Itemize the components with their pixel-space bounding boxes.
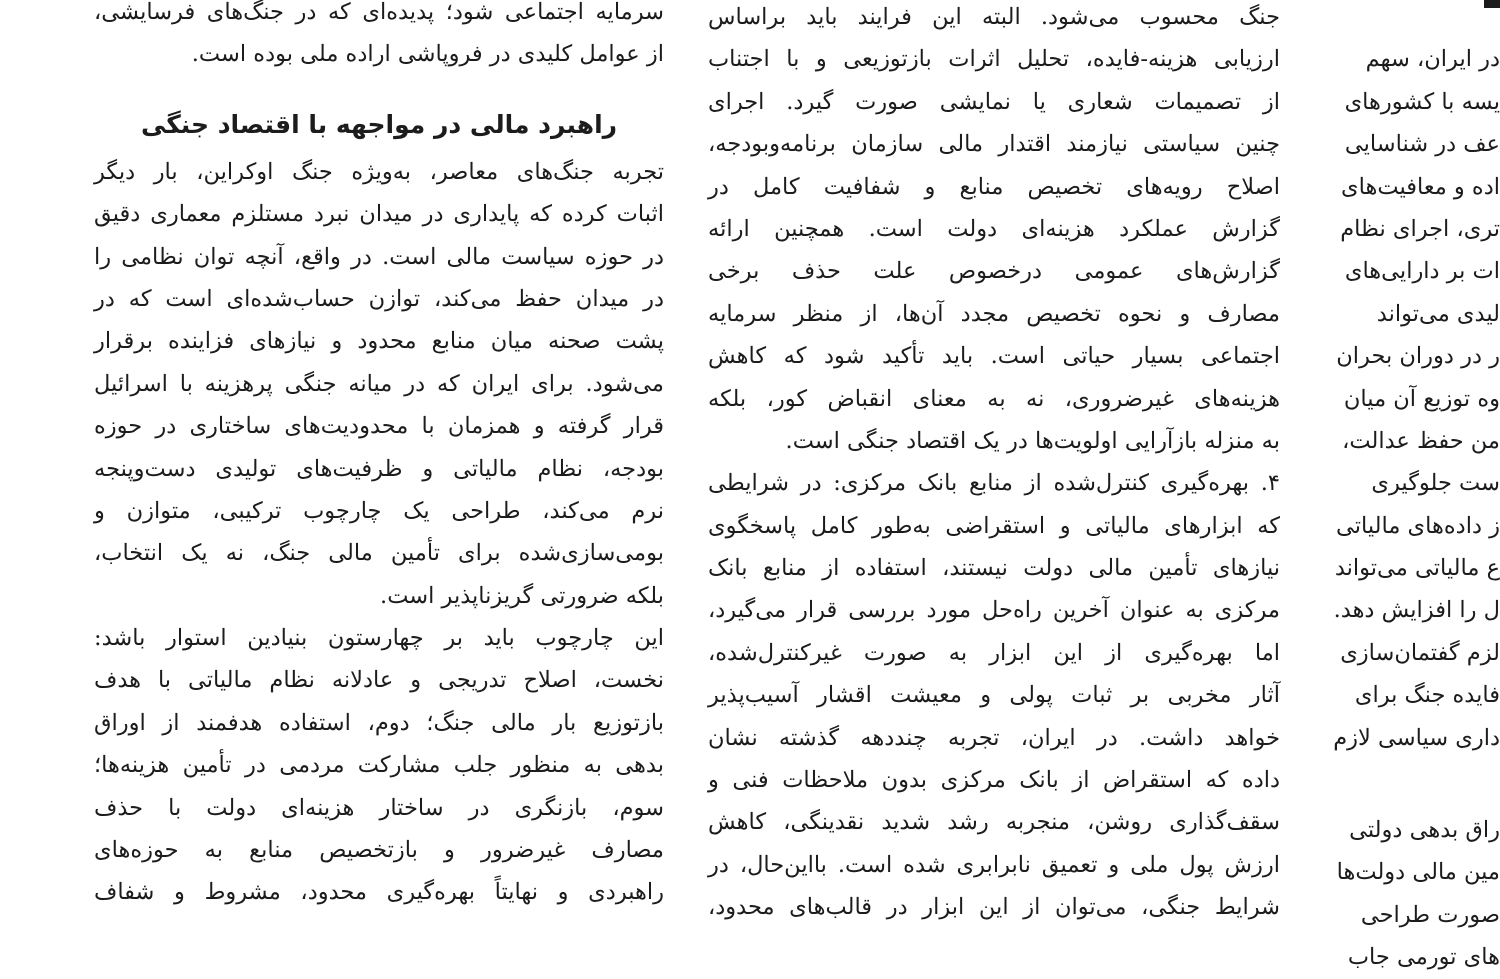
text-line: می‌شود. برای ایران که در میانه جنگی پرهزینه با اسرائیل — [94, 370, 664, 397]
text-line: در میدان حفظ می‌کند، توازن حساب‌شده‌ای است که در — [94, 285, 664, 312]
text-line: صورت طراحی — [1360, 901, 1500, 928]
text-line: شرایط جنگی، می‌توان از این ابزار در قالب‌های محدود، — [708, 894, 1280, 921]
cropped-heading-fragment — [1484, 0, 1500, 8]
text-line: بدهی به منظور جلب مشارکت مردمی در تأمین هزینه‌ها؛ — [94, 752, 664, 779]
text-line: ل را افزایش دهد. — [1333, 597, 1500, 624]
text-line: ات بر دارایی‌های — [1344, 258, 1500, 285]
text-line: داده که استقراض از بانک مرکزی بدون ملاحظات فنی و — [708, 767, 1280, 794]
text-line: اثبات کرده که پایداری در میدان نبرد مستلزم معماری دقیق — [94, 201, 664, 228]
text-line: از تصمیمات شعاری یا نمایشی صورت گیرد. اجرای — [708, 88, 1280, 115]
text-line: اده و معافیت‌های — [1341, 173, 1500, 200]
text-line: ع مالیاتی می‌تواند — [1334, 555, 1500, 582]
text-line: چنین سیاستی نیازمند اقتدار مالی سازمان برنامه‌وبودجه، — [708, 131, 1280, 158]
text-line: ارزش پول ملی و تعمیق نابرابری شده است. بااین‌حال، در — [708, 851, 1280, 878]
text-line: نرم می‌کند، طراحی یک چارچوب ترکیبی، متوازن و — [94, 497, 664, 524]
text-line: گزارش عملکرد هزینه‌ای دولت است. همچنین ارائه — [708, 215, 1280, 242]
text-line: از عوامل کلیدی در فروپاشی اراده ملی بوده است. — [191, 41, 664, 68]
text-line: پشت صحنه میان منابع محدود و نیازهای فزاینده برقرار — [94, 328, 664, 355]
text-line: یسه با کشورهای — [1344, 88, 1500, 115]
text-line: به منزله بازآرایی اولویت‌ها در یک اقتصاد جنگی است. — [785, 427, 1280, 454]
body-paragraphs — [1300, 0, 1500, 979]
text-line: بودجه، نظام مالیاتی و ظرفیت‌های تولیدی دست‌وپنجه — [94, 455, 664, 482]
text-line: بومی‌سازی‌شده برای تأمین مالی جنگ، نه یک انتخاب، — [94, 540, 664, 567]
text-line: گزارش‌های عمومی درخصوص علت حذف برخی — [708, 258, 1280, 285]
article-column-left — [94, 0, 664, 912]
text-line: در ایران، سهم — [1365, 46, 1500, 73]
text-line: داری سیاسی لازم — [1333, 724, 1500, 751]
text-line: سرمایه اجتماعی شود؛ پدیده‌ای که در جنگ‌های فرسایشی، — [94, 0, 664, 25]
text-line: تجربه جنگ‌های معاصر، به‌ویژه جنگ اوکراین، بار دیگر — [94, 158, 664, 185]
text-line: بازتوزیع بار مالی جنگ؛ دوم، استفاده هدفمند از اوراق — [94, 709, 664, 736]
text-line: های تورمی جاب — [1347, 944, 1500, 971]
text-line: مین مالی دولت‌ها — [1336, 859, 1500, 886]
text-line: ر در دوران بحران — [1336, 343, 1500, 370]
intro-paragraph — [94, 0, 664, 76]
text-line: سوم، بازنگری در ساختار هزینه‌ای دولت با حذف — [94, 794, 664, 821]
text-line: اما بهره‌گیری از این ابزار به صورت غیرکنترل‌شده، — [708, 639, 1280, 666]
text-line: اصلاح رویه‌های تخصیص منابع و شفافیت کامل در — [708, 173, 1280, 200]
article-column-middle — [708, 0, 1280, 921]
text-line: سقف‌گذاری روشن، منجربه رشد شدید نقدینگی، کاهش — [708, 809, 1280, 836]
text-line: این چارچوب باید بر چهارستون بنیادین استوار باشد: — [94, 625, 664, 652]
text-line: که ابزارهای مالیاتی و استقراضی به‌طور کامل پاسخگوی — [708, 512, 1280, 539]
text-line: آثار مخربی بر ثبات پولی و معیشت اقشار آسیب‌پذیر — [708, 682, 1280, 709]
body-paragraphs — [94, 151, 664, 914]
text-line: مصارف و نحوه تخصیص مجدد آن‌ها، از منظر سرمایه — [708, 300, 1280, 327]
article-column-right-cropped — [1300, 0, 1500, 971]
text-line: جنگ محسوب می‌شود. البته این فرایند باید براساس — [708, 4, 1280, 30]
text-line: راق بدهی دولتی — [1349, 817, 1500, 844]
text-line: اجتماعی بسیار حیاتی است. باید تأکید شود که کاهش — [708, 343, 1280, 370]
text-line: ست جلوگیری — [1371, 470, 1500, 497]
text-line: هزینه‌های غیرضروری، نه به معنای انقباض کور، بلکه — [708, 385, 1280, 412]
text-line: ز داده‌های مالیاتی — [1335, 512, 1500, 539]
text-line: فایده جنگ برای — [1354, 682, 1500, 709]
text-line: تری، اجرای نظام — [1340, 215, 1500, 242]
section-heading: راهبرد مالی در مواجهه با اقتصاد جنگی — [140, 109, 618, 139]
text-line: وه توزیع آن میان — [1343, 385, 1500, 412]
text-line: قرار گرفته و همزمان با محدودیت‌های ساختاری در حوزه — [94, 413, 664, 440]
text-line: خواهد داشت. در ایران، تجربه چنددهه گذشته نشان — [708, 724, 1280, 751]
text-line: ۴. بهره‌گیری کنترل‌شده از منابع بانک مرکزی: در شرایطی — [708, 470, 1280, 497]
text-line — [1300, 0, 1500, 38]
text-line: مصارف غیرضرور و بازتخصیص منابع به حوزه‌های — [94, 837, 664, 864]
text-line: ارزیابی هزینه-فایده، تحلیل اثرات بازتوزیعی و با اجتناب — [708, 46, 1280, 73]
text-line: نخست، اصلاح تدریجی و عادلانه نظام مالیاتی با هدف — [94, 667, 664, 694]
text-line: لزم گفتمان‌سازی — [1340, 639, 1500, 666]
text-line: لیدی می‌تواند — [1376, 300, 1500, 327]
text-line: نیازهای تأمین مالی دولت نیستند، استفاده از منابع بانک — [708, 555, 1280, 582]
text-line: عف در شناسایی — [1344, 131, 1500, 158]
text-line: در حوزه سیاست مالی است. در واقع، آنچه توان نظامی را — [94, 243, 664, 270]
text-line: بلکه ضرورتی گریزناپذیر است. — [380, 582, 664, 609]
text-line: راهبردی و نهایتاً بهره‌گیری محدود، مشروط و شفاف — [94, 879, 664, 906]
text-line — [1300, 759, 1500, 809]
text-line: مرکزی به عنوان آخرین راه‌حل مورد بررسی قرار می‌گیرد، — [708, 597, 1280, 624]
body-paragraphs — [708, 0, 1280, 929]
text-line: من حفظ عدالت، — [1342, 427, 1500, 454]
